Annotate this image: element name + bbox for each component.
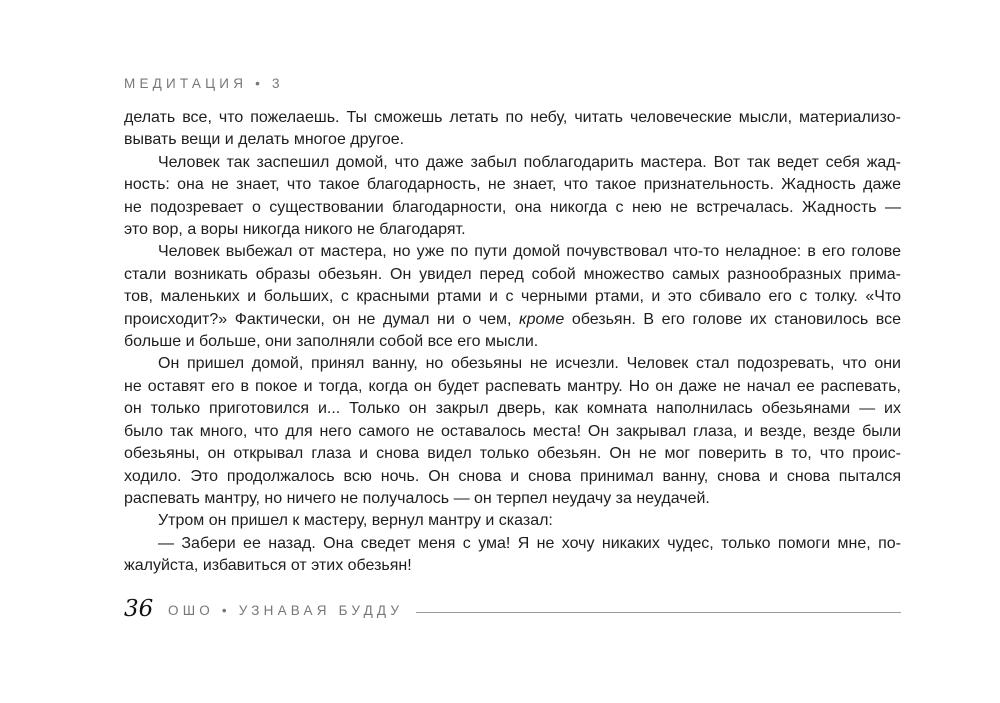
text-line: больше и больше, они заполняли собой все его мысли.	[124, 333, 539, 351]
text-line: Утром он пришел к мастеру, вернул мантру и сказал:	[158, 512, 553, 530]
text-line	[124, 309, 901, 331]
book-title: ОШО • УЗНАВАЯ БУДДУ	[168, 603, 404, 618]
text-line: ходило. Это продолжалось всю ночь. Он снова и снова принимал ванну, снова и снова пытался	[124, 467, 901, 485]
text-line: Человек выбежал от мастера, но уже по пути домой почувствовал что-то неладное: в его голове	[158, 243, 901, 261]
text-line: не подозревает о существовании благодарности, она никогда с нею не встречалась. Жадность —	[124, 198, 901, 216]
text-line: не оставят его в покое и тогда, когда он будет распевать мантру. Но он даже не начал ее распевать,	[124, 377, 901, 395]
text-line: распевать мантру, но ничего не получалось — он терпел неудачу за неудачей.	[124, 489, 710, 507]
text-fragment: происходит?» Фактически, он не думал ни о чем,	[124, 310, 520, 328]
text-line: — Забери ее назад. Она сведет меня с ума! Я не хочу никаких чудес, только помоги мне, по-	[158, 534, 901, 552]
text-line: тов, маленьких и больших, с красными ртами и с черными ртами, и это сбивало его с толку. «Что	[124, 288, 901, 306]
page-number: 36	[124, 596, 154, 622]
text-line: было так много, что для него самого не оставалось места! Он закрывал глаза, и везде, везде были	[124, 422, 901, 440]
running-head: МЕДИТАЦИЯ • 3	[124, 76, 284, 91]
text-line: ность: она не знает, что такое благодарность, не знает, что такое признательность. Жадность даже	[124, 176, 901, 194]
text-line: Человек так заспешил домой, что даже забыл поблагодарить мастера. Вот так ведет себя жад-	[158, 153, 901, 171]
footer-rule	[416, 612, 901, 613]
text-line: он только приготовился и... Только он закрыл дверь, как комната наполнилась обезьянами — их	[124, 400, 901, 418]
text-line: делать все, что пожелаешь. Ты сможешь летать по небу, читать человеческие мысли, материализо-	[124, 109, 901, 126]
text-line: это вор, а воры никогда никого не благодарят.	[124, 221, 466, 239]
body-text	[124, 107, 901, 578]
text-line: обезьяны, он открывал глаза и снова видел только обезьян. Он не мог поверить в то, что проис-	[124, 445, 901, 463]
emphasized-word: кроме	[519, 310, 565, 328]
text-fragment: обезьян. В его голове их становилось все	[564, 310, 901, 328]
text-line: жалуйста, избавиться от этих обезьян!	[124, 557, 412, 575]
text-line: вывать вещи и делать многое другое.	[124, 131, 405, 149]
page-footer	[124, 596, 901, 628]
text-line: стали возникать образы обезьян. Он увидел перед собой множество самых разнообразных прима-	[124, 265, 901, 283]
text-line: Он пришел домой, принял ванну, но обезьяны не исчезли. Человек стал подозревать, что они	[158, 355, 901, 373]
